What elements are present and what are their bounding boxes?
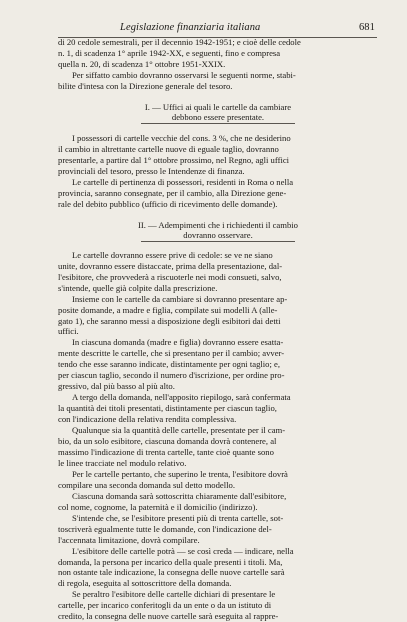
intro-line: Per siffatto cambio dovranno osservarsi le seguenti norme, stabi- bbox=[72, 69, 296, 80]
section-1-heading: I. — Uffici ai quali le cartelle da cambiare bbox=[144, 101, 292, 112]
section-2-line: A tergo della domanda, nell'apposito riepilogo, sarà confermata bbox=[72, 392, 291, 403]
section-2-line: per ciascun taglio, secondo il numero d'iscrizione, per ordine pro- bbox=[58, 370, 285, 381]
intro-line: n. 1, di scadenza 1° aprile 1942-XX, e seguenti, fino e compresa bbox=[58, 47, 281, 58]
section-1-line: Le cartelle di pertinenza di possessori, residenti in Roma o nella bbox=[72, 176, 294, 187]
section-2-line: Qualunque sia la quantità delle cartelle, presentate per il cam- bbox=[72, 425, 286, 436]
section-2-line: posite domande, a madre e figlia, compilate sui modelli A (alle- bbox=[58, 304, 278, 315]
section-1-line: rale del debito pubblico (ufficio di ricevimento delle domande). bbox=[58, 198, 278, 209]
section-2-line: cartelle, per incarico conferitogli da un ente o da un istituto di bbox=[58, 600, 272, 611]
section-1-line: il cambio in altrettante cartelle nuove di eguale taglio, dovranno bbox=[58, 143, 279, 154]
section-2-line: S'intende che, se l'esibitore presenti più di trenta cartelle, sot- bbox=[72, 512, 284, 523]
section-2-line: bio, da un solo esibitore, ciascuna domanda dovrà contenere, al bbox=[58, 436, 277, 447]
running-title: Legislazione finanziaria italiana bbox=[120, 22, 261, 33]
section-2-line: gressivo, dal più basso al più alto. bbox=[58, 381, 175, 392]
section-2-line: uffici. bbox=[58, 326, 79, 337]
section-2-line: tendo che esse saranno indicate, distintamente per ogni taglio; e, bbox=[58, 359, 281, 370]
section-2-line: gato 1), che saranno messi a disposizione degli esibitori dai detti bbox=[58, 315, 281, 326]
section-2-line: In ciascuna domanda (madre e figlia) dovranno essere esatta- bbox=[72, 337, 284, 348]
section-2-line: non ostante tale indicazione, la consegna delle nuove cartelle sarà bbox=[58, 567, 285, 578]
section-1-line: provincia, saranno consegnate, per il cambio, alla Direzione gene- bbox=[58, 187, 287, 198]
section-1-line: provinciali del tesoro, presso le Intendenze di finanza. bbox=[58, 165, 245, 176]
section-2-line: Insieme con le cartelle da cambiare si dovranno presentare ap- bbox=[72, 293, 288, 304]
section-2-line: Per le cartelle pertanto, che superino le trenta, l'esibitore dovrà bbox=[72, 468, 288, 479]
section-2-line: Le cartelle dovranno essere prive di cedole: se ve ne siano bbox=[72, 249, 273, 260]
running-header bbox=[58, 22, 377, 38]
section-2-line: la quantità dei titoli presentati, distintamente per ciascun taglio, bbox=[58, 403, 277, 414]
section-2-line: massimo l'indicazione di trenta cartelle, tante cioè quante sono bbox=[58, 446, 274, 457]
intro-line: di 20 cedole semestrali, per il decennio 1942-1951; e cioè delle cedole bbox=[58, 37, 301, 47]
section-2-line: L'esibitore delle cartelle potrà — se così creda — indicare, nella bbox=[72, 545, 294, 556]
section-1-heading-cont: debbono essere presentate. bbox=[171, 112, 265, 123]
section-2-line: mente descritte le cartelle, che si presentano per il cambio; avver- bbox=[58, 348, 285, 359]
body-text bbox=[58, 37, 378, 622]
section-2-line: Se peraltro l'esibitore delle cartelle dichiari di presentare le bbox=[72, 589, 276, 600]
section-2-line: credito, la consegna delle nuove cartelle sarà eseguita al rappre- bbox=[58, 611, 279, 622]
section-2-line: le linee tracciate nel modulo relativo. bbox=[58, 457, 187, 468]
section-2-heading-cont: dovranno osservare. bbox=[183, 230, 253, 241]
section-2-line: Ciascuna domanda sarà sottoscritta chiaramente dall'esibitore, bbox=[72, 490, 287, 501]
section-2-line: s'intende, quelle già colpite dalla prescrizione. bbox=[58, 282, 218, 293]
section-2-line: domanda, la persona per incarico della quale presenti i titoli. Ma, bbox=[58, 556, 283, 567]
page-number: 681 bbox=[358, 22, 375, 33]
intro-line: bilite d'intesa con la Direzione generale del tesoro. bbox=[58, 80, 233, 91]
section-1-line: I possessori di cartelle vecchie del cons. 3 %, che ne desiderino bbox=[72, 132, 291, 143]
section-2-line: con l'indicazione della relativa rendita complessiva. bbox=[58, 414, 237, 425]
section-2-line: l'esibitore, che provvederà a riscuoterle nei modi consueti, salvo, bbox=[58, 271, 282, 282]
section-2-line: toscriverà egualmente tutte le domande, con l'indicazione del- bbox=[58, 523, 272, 534]
section-2-line: compilare una seconda domanda sul detto modello. bbox=[58, 479, 236, 490]
section-2-line: unite, dovranno essere distaccate, prima della presentazione, dal- bbox=[58, 260, 283, 271]
section-2-heading: II. — Adempimenti che i richiedenti il cambio bbox=[138, 219, 298, 230]
section-2-line: col nome, cognome, la paternità e il domicilio (indirizzo). bbox=[58, 501, 258, 512]
section-2-line: di regola, eseguita al sottoscrittore della domanda. bbox=[58, 578, 232, 589]
intro-line: quella n. 20, di scadenza 1° ottobre 1951-XXIX. bbox=[58, 58, 226, 69]
section-2-line: l'accennata limitazione, dovrà compilare. bbox=[58, 534, 200, 545]
section-1-line: presentarle, a partire dal 1° ottobre prossimo, nel Regno, agli uffici bbox=[58, 154, 290, 165]
